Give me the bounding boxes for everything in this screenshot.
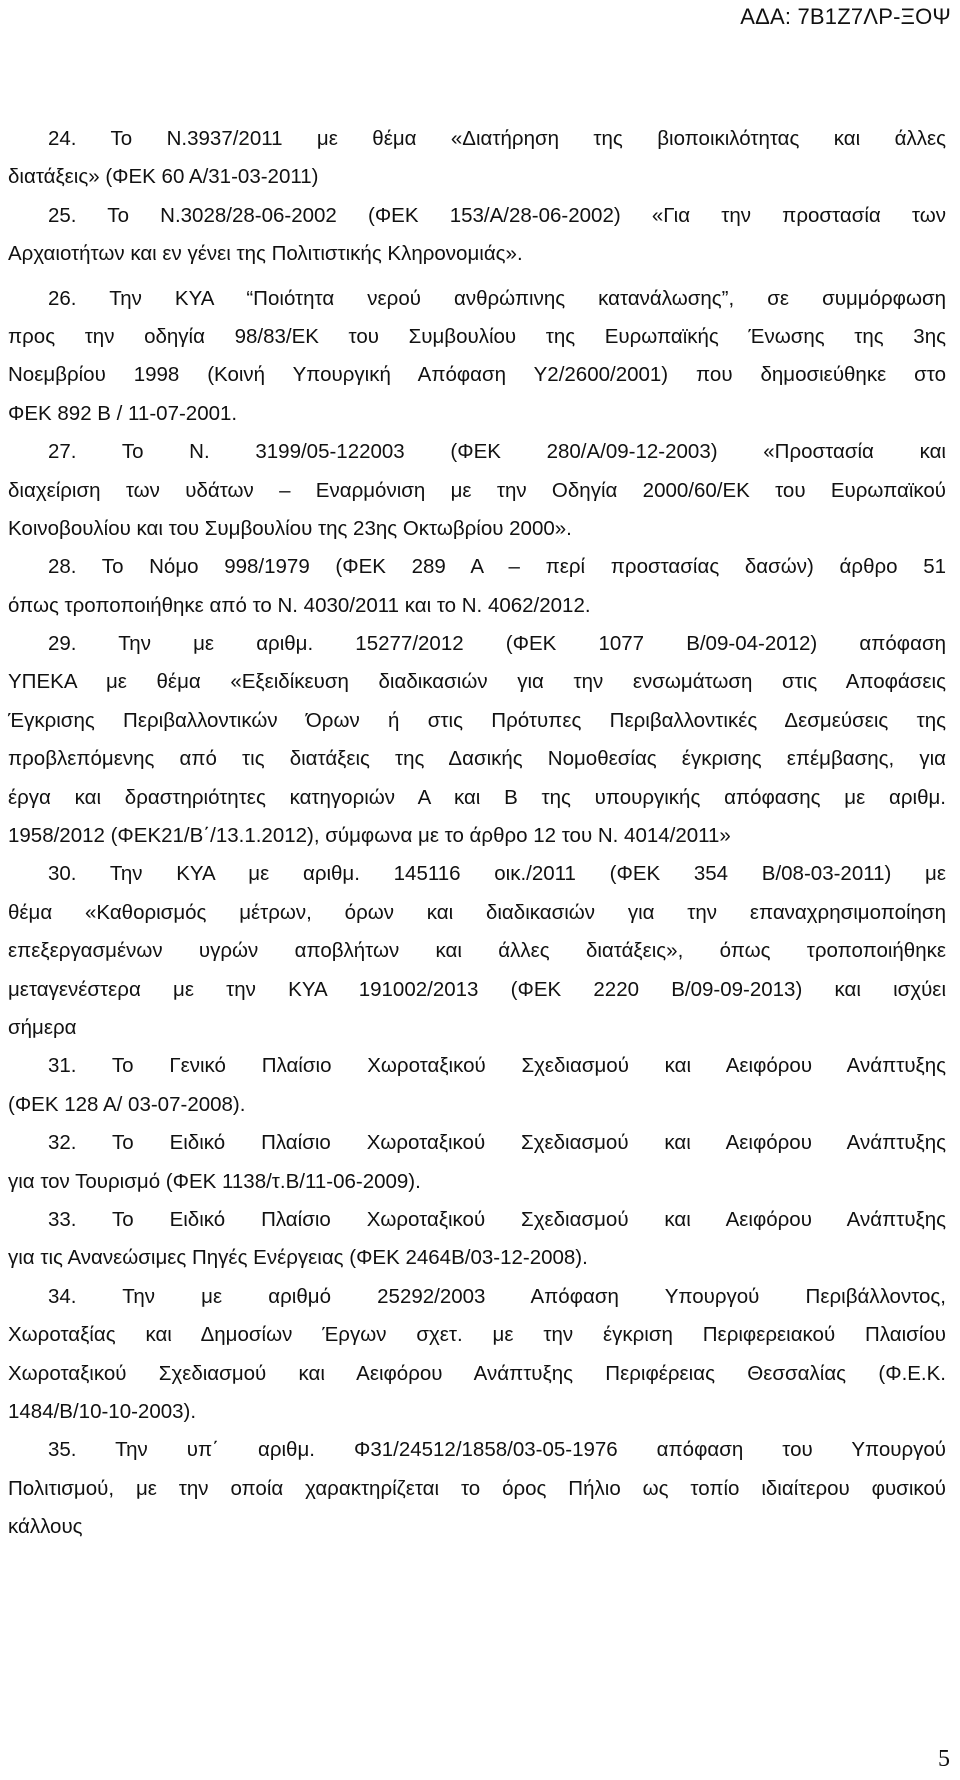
text-line-item-30c: επεξεργασμένων υγρών αποβλήτων και άλλες διατάξεις», όπως τροποποιήθηκε — [8, 939, 946, 963]
text-line-item-32a: 32. Το Ειδικό Πλαίσιο Χωροταξικού Σχεδιασμού και Αειφόρου Ανάπτυξης — [48, 1131, 946, 1155]
text-line-item-29a: 29. Την με αριθμ. 15277/2012 (ΦΕΚ 1077 Β/09-04-2012) απόφαση — [48, 632, 946, 656]
text-line-item-24a: 24. Το Ν.3937/2011 με θέμα «Διατήρηση της βιοποικιλότητας και άλλες — [48, 127, 946, 150]
text-line-item-30e: σήμερα — [8, 1015, 77, 1039]
document-body — [8, 120, 946, 1546]
ada-code: ΑΔΑ: 7Β1Ζ7ΛΡ-ΞΟΨ — [740, 4, 951, 29]
text-line-item-33a: 33. Το Ειδικό Πλαίσιο Χωροταξικού Σχεδιασμού και Αειφόρου Ανάπτυξης — [48, 1207, 946, 1231]
text-line-item-31b: (ΦΕΚ 128 Α/ 03-07-2008). — [8, 1092, 246, 1116]
text-line-item-32b: για τον Τουρισμό (ΦΕΚ 1138/τ.Β/11-06-2009). — [8, 1169, 421, 1193]
text-line-item-26a: 26. Την ΚΥΑ “Ποιότητα νερού ανθρώπινης κατανάλωσης”, σε συμμόρφωση — [48, 286, 946, 310]
text-line-item-29c: Έγκρισης Περιβαλλοντικών Όρων ή στις Πρότυπες Περιβαλλοντικές Δεσμεύσεις της — [8, 708, 946, 732]
text-line-item-29d: προβλεπόμενης από τις διατάξεις της Δασικής Νομοθεσίας έγκρισης επέμβασης, για — [8, 747, 946, 771]
text-line-item-35b: Πολιτισμού, με την οποία χαρακτηρίζεται το όρος Πήλιο ως τοπίο ιδιαίτερου φυσικού — [8, 1476, 946, 1500]
text-line-item-29f: 1958/2012 (ΦΕΚ21/Β΄/13.1.2012), σύμφωνα με το άρθρο 12 του Ν. 4014/2011» — [8, 824, 731, 848]
text-line-item-30a: 30. Την ΚΥΑ με αριθμ. 145116 οικ./2011 (ΦΕΚ 354 Β/08-03-2011) με — [48, 862, 946, 886]
text-line-item-31a: 31. Το Γενικό Πλαίσιο Χωροταξικού Σχεδιασμού και Αειφόρου Ανάπτυξης — [48, 1054, 946, 1078]
text-line-item-26d: ΦΕΚ 892 Β / 11-07-2001. — [8, 401, 238, 425]
text-line-item-34d: 1484/Β/10-10-2003). — [8, 1399, 197, 1423]
text-line-item-26c: Νοεμβρίου 1998 (Κοινή Υπουργική Απόφαση Υ2/2600/2001) που δημοσιεύθηκε στο — [8, 363, 946, 387]
text-line-item-29e: έργα και δραστηριότητες κατηγοριών Α και Β της υπουργικής απόφασης με αριθμ. — [8, 785, 946, 809]
text-line-item-33b: για τις Ανανεώσιμες Πηγές Ενέργειας (ΦΕΚ 2464Β/03-12-2008). — [8, 1246, 588, 1270]
text-line-item-27a: 27. Το Ν. 3199/05-122003 (ΦΕΚ 280/Α/09-12-2003) «Προστασία και — [48, 440, 946, 464]
text-line-item-35a: 35. Την υπ΄ αριθμ. Φ31/24512/1858/03-05-1976 απόφαση του Υπουργού — [48, 1438, 946, 1462]
text-line-item-34c: Χωροταξικού Σχεδιασμού και Αειφόρου Ανάπτυξης Περιφέρειας Θεσσαλίας (Φ.Ε.Κ. — [8, 1361, 946, 1385]
text-line-item-30b: θέμα «Καθορισμός μέτρων, όρων και διαδικασιών για την επαναχρησιμοποίηση — [8, 900, 946, 924]
text-line-item-25b: Αρχαιοτήτων και εν γένει της Πολιτιστικής Κληρονομιάς». — [8, 242, 523, 266]
text-line-item-24b: διατάξεις» (ΦΕΚ 60 Α/31-03-2011) — [8, 165, 319, 189]
page-number: 5 — [938, 1746, 950, 1772]
text-line-item-29b: ΥΠΕΚΑ με θέμα «Εξειδίκευση διαδικασιών για την ενσωμάτωση στις Αποφάσεις — [8, 670, 946, 694]
text-line-item-27b: διαχείριση των υδάτων – Εναρμόνιση με την Οδηγία 2000/60/ΕΚ του Ευρωπαϊκού — [8, 478, 946, 502]
text-line-item-28b: όπως τροποποιήθηκε από το Ν. 4030/2011 και το Ν. 4062/2012. — [8, 593, 591, 617]
text-line-item-28a: 28. Το Νόμο 998/1979 (ΦΕΚ 289 Α – περί προστασίας δασών) άρθρο 51 — [48, 555, 946, 579]
text-line-item-30d: μεταγενέστερα με την ΚΥΑ 191002/2013 (ΦΕΚ 2220 Β/09-09-2013) και ισχύει — [8, 977, 946, 1001]
text-line-item-26b: προς την οδηγία 98/83/ΕΚ του Συμβουλίου της Ευρωπαϊκής Ένωσης της 3ης — [8, 324, 946, 348]
text-line-item-34a: 34. Την με αριθμό 25292/2003 Απόφαση Υπουργού Περιβάλλοντος, — [48, 1284, 946, 1308]
text-line-item-35c: κάλλους — [8, 1515, 83, 1539]
text-line-item-25a: 25. Το Ν.3028/28-06-2002 (ΦΕΚ 153/Α/28-06-2002) «Για την προστασία των — [48, 203, 946, 227]
text-line-item-34b: Χωροταξίας και Δημοσίων Έργων σχετ. με την έγκριση Περιφερειακού Πλαισίου — [8, 1323, 946, 1347]
text-line-item-27c: Κοινοβουλίου και του Συμβουλίου της 23ης Οκτωβρίου 2000». — [8, 516, 572, 540]
